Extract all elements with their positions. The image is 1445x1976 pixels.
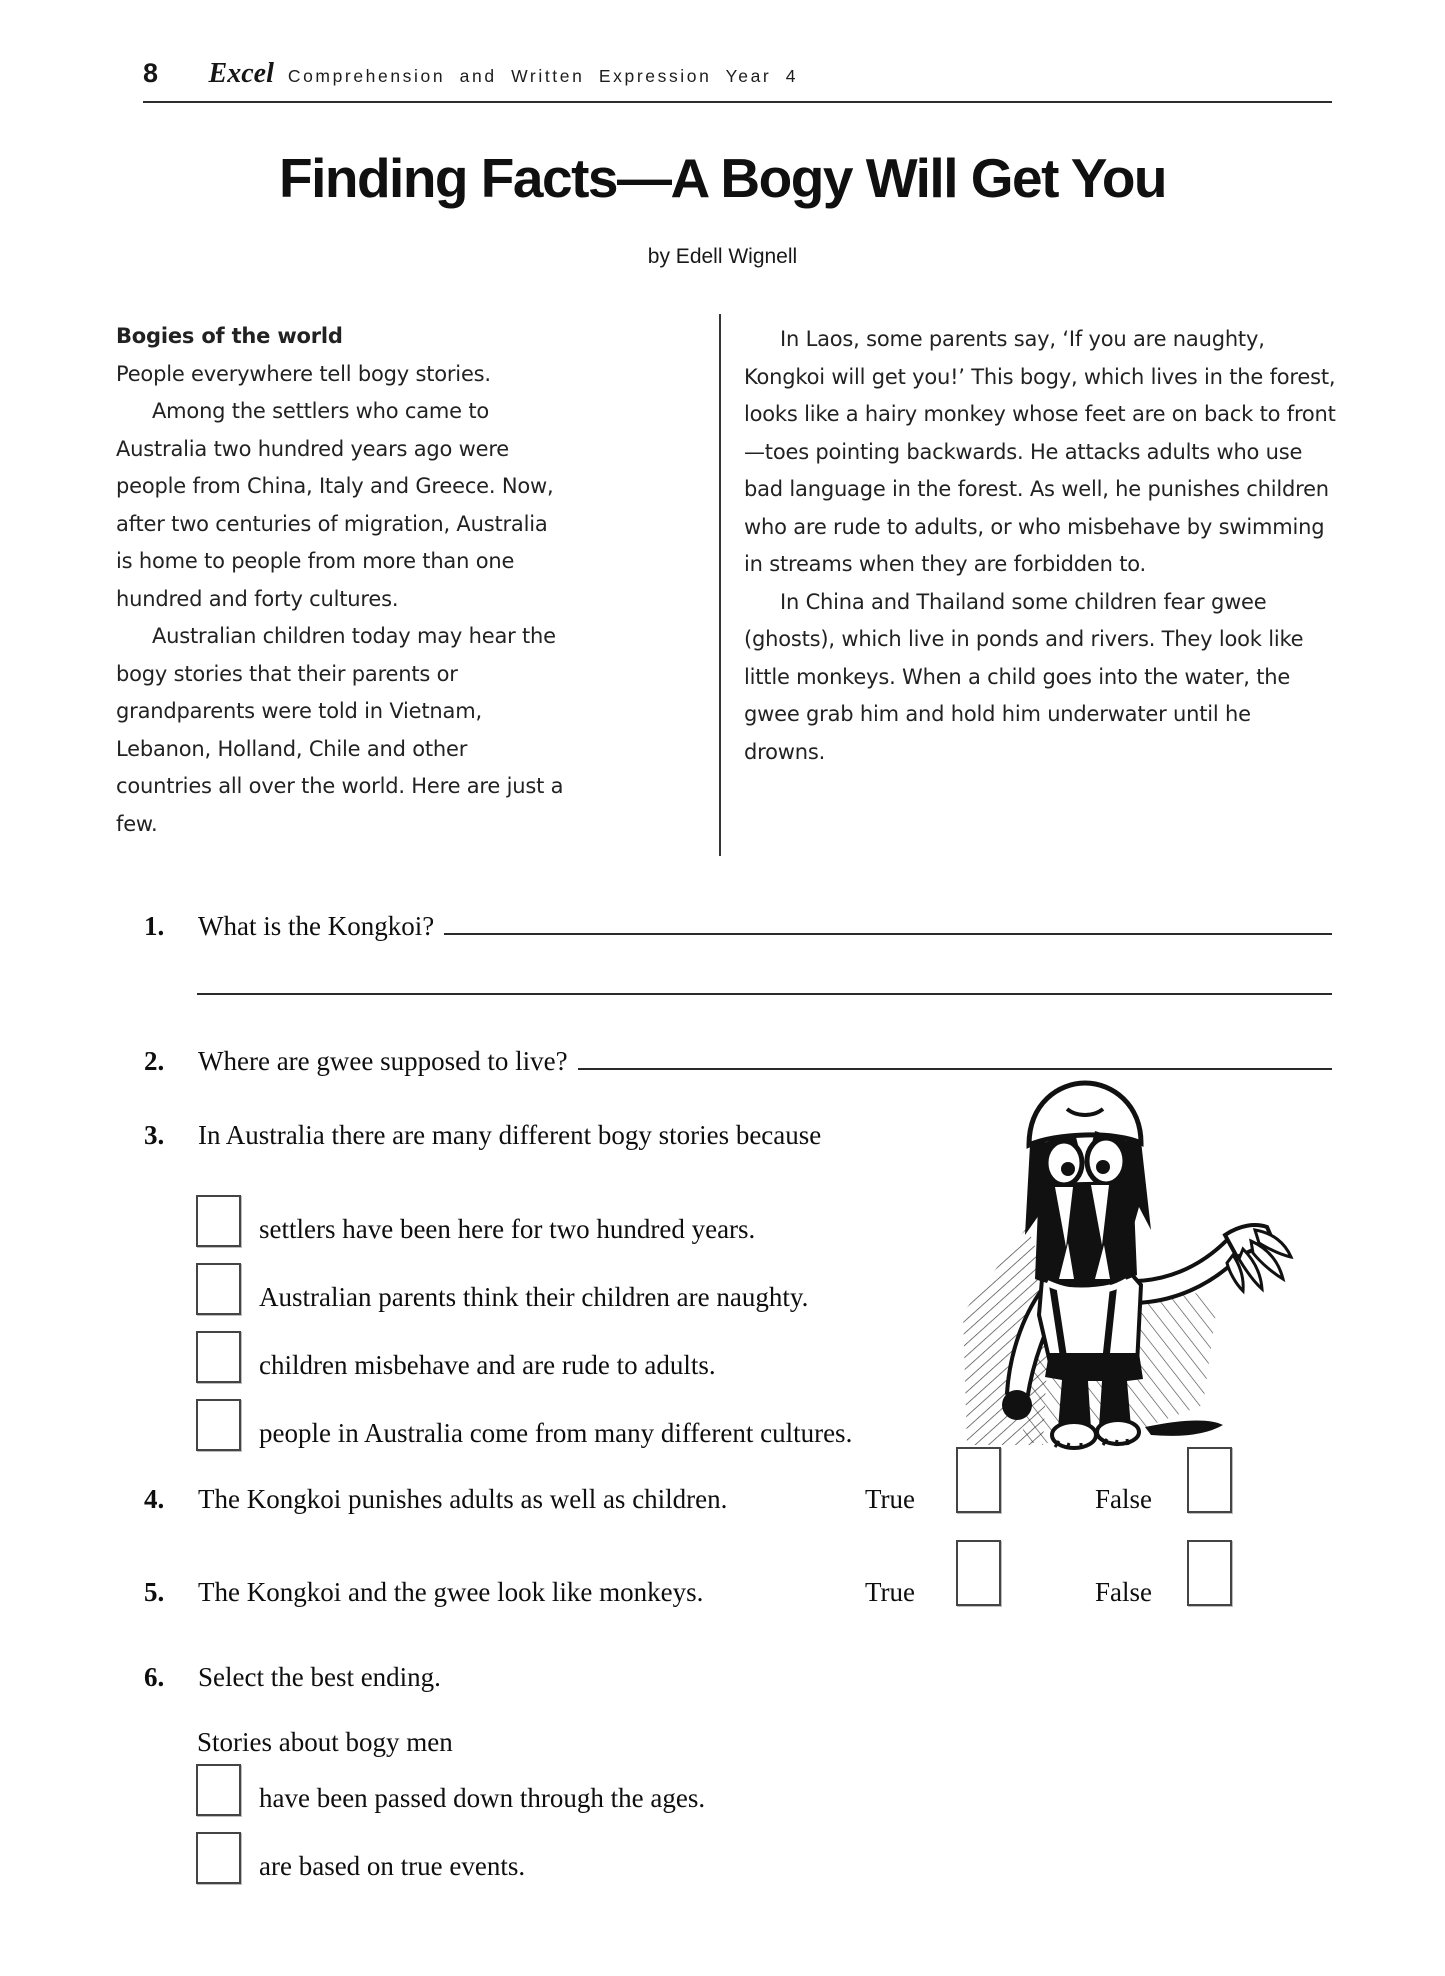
option-label: settlers have been here for two hundred years. — [259, 1214, 756, 1244]
brand-logo-text: Excel — [208, 58, 274, 89]
false-checkbox[interactable] — [1187, 1447, 1232, 1513]
true-checkbox[interactable] — [956, 1447, 1001, 1513]
question-number: 1. — [144, 911, 165, 942]
passage-heading: Bogies of the world — [116, 324, 343, 348]
option-label: children misbehave and are rude to adults. — [259, 1350, 716, 1380]
option-checkbox[interactable] — [196, 1331, 241, 1383]
question-6-stem: Stories about bogy men — [197, 1727, 453, 1757]
question-1 — [144, 905, 1332, 942]
true-checkbox[interactable] — [956, 1540, 1001, 1606]
option-label: have been passed down through the ages. — [259, 1783, 706, 1813]
header-rule — [143, 101, 1332, 103]
question-6-option-row — [196, 1832, 525, 1884]
option-checkbox[interactable] — [196, 1263, 241, 1315]
question-6-option-row — [196, 1764, 705, 1816]
question-text: The Kongkoi and the gwee look like monkeys. — [198, 1577, 704, 1607]
question-number: 5. — [144, 1577, 165, 1607]
true-label: True — [865, 1484, 916, 1514]
passage-right-column — [744, 321, 1336, 771]
question-3-option-row — [196, 1331, 716, 1383]
series-title: Comprehension and Written Expression Year 4 — [287, 66, 799, 86]
option-checkbox[interactable] — [196, 1832, 241, 1884]
false-label: False — [1095, 1577, 1152, 1607]
column-divider — [719, 314, 721, 856]
question-6 — [144, 1662, 1044, 1693]
running-head — [143, 58, 798, 90]
option-checkbox[interactable] — [196, 1399, 241, 1451]
article-title: Finding Facts—A Bogy Will Get You — [278, 147, 1167, 209]
passage-paragraph: Among the settlers who came to Australia two hundred years ago were people from China, Italy and Greece. Now, after two centuries of migration, Australia is home to people from more than one hundred and forty cultures. — [116, 399, 554, 611]
option-checkbox[interactable] — [196, 1764, 241, 1816]
passage-paragraph: People everywhere tell bogy stories. — [116, 361, 491, 386]
passage-paragraph: In China and Thailand some children fear gwee (ghosts), which live in ponds and rivers. They look like little monkeys. When a child goes into the water, the gwee grab him and hold him underwater until he drowns. — [744, 589, 1304, 764]
question-2 — [144, 1040, 1332, 1077]
question-text: The Kongkoi punishes adults as well as children. — [198, 1484, 728, 1514]
true-label: True — [865, 1577, 916, 1607]
question-number: 4. — [144, 1484, 165, 1514]
question-3-option-row — [196, 1399, 852, 1451]
page-number: 8 — [143, 58, 159, 88]
answer-line[interactable] — [197, 965, 1332, 995]
passage-paragraph: Australian children today may hear the bogy stories that their parents or grandparents were told in Vietnam, Lebanon, Holland, Chile and other countries all over the world. Here are just a few. — [116, 624, 564, 836]
false-checkbox[interactable] — [1187, 1540, 1232, 1606]
answer-line[interactable] — [578, 1040, 1332, 1070]
question-4 — [144, 1484, 844, 1515]
question-3-option-row — [196, 1263, 808, 1315]
question-text: In Australia there are many different bogy stories because — [198, 1120, 822, 1150]
false-label: False — [1095, 1484, 1152, 1514]
question-text: Where are gwee supposed to live? — [198, 1046, 568, 1077]
question-text: What is the Kongkoi? — [198, 911, 435, 942]
option-label: Australian parents think their children are naughty. — [259, 1282, 809, 1312]
article-byline: by Edell Wignell — [647, 245, 798, 268]
option-label: people in Australia come from many different cultures. — [259, 1418, 853, 1448]
bogy-monster-illustration — [955, 1075, 1300, 1450]
answer-line[interactable] — [444, 905, 1332, 935]
question-number: 6. — [144, 1662, 165, 1692]
question-number: 3. — [144, 1120, 165, 1150]
passage-paragraph: In Laos, some parents say, ‘If you are naughty, Kongkoi will get you!’ This bogy, which lives in the forest, looks like a hairy monkey whose feet are on back to front—toes pointing backwards. He attacks adults who use bad language in the forest. As well, he punishes children who are rude to adults, or who misbehave by swimming in streams when they are forbidden to. — [744, 327, 1336, 576]
question-text: Select the best ending. — [198, 1662, 441, 1692]
passage-left-column — [116, 318, 568, 843]
question-number: 2. — [144, 1046, 165, 1077]
option-checkbox[interactable] — [196, 1195, 241, 1247]
question-3-option-row — [196, 1195, 755, 1247]
question-5 — [144, 1577, 844, 1608]
option-label: are based on true events. — [259, 1851, 526, 1881]
